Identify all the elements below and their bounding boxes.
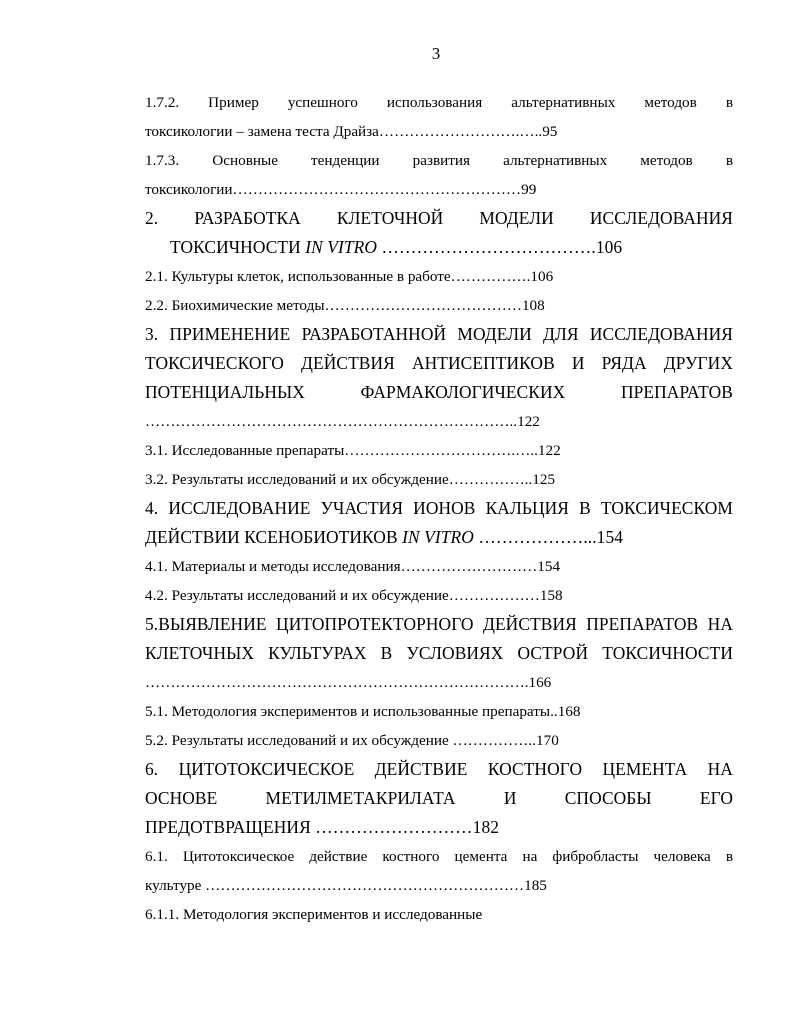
toc-chapter-4-cont: ДЕЙСТВИИ КСЕНОБИОТИКОВ IN VITRO ………………...154	[145, 527, 624, 547]
toc-entry-2-1: 2.1. Культуры клеток, использованные в работе…………….106	[145, 268, 554, 285]
toc-chapter-5: 5.ВЫЯВЛЕНИЕ ЦИТОПРОТЕКТОРНОГО ДЕЙСТВИЯ ПРЕПАРАТОВ НА	[145, 614, 733, 634]
toc-entry-5-2: 5.2. Результаты исследований и их обсуждение ……………..170	[145, 732, 559, 749]
toc-chapter-5-cont: КЛЕТОЧНЫХ КУЛЬТУРАХ В УСЛОВИЯХ ОСТРОЙ ТОКСИЧНОСТИ	[145, 643, 733, 663]
toc-entry-2-2: 2.2. Биохимические методы…………………………………108	[145, 297, 545, 314]
toc-entry-4-2: 4.2. Результаты исследований и их обсуждение………………158	[145, 587, 563, 604]
toc-chapter-3-cont-2: ПОТЕНЦИАЛЬНЫХ ФАРМАКОЛОГИЧЕСКИХ ПРЕПАРАТОВ	[145, 382, 733, 402]
toc-entry-1-7-3-cont: токсикологии…………………………………………………99	[145, 181, 537, 198]
toc-entry-4-1: 4.1. Материалы и методы исследования………………………154	[145, 558, 561, 575]
toc-entry-6-1: 6.1. Цитотоксическое действие костного цемента на фибробласты человека в	[145, 848, 733, 865]
toc-entry-3-1: 3.1. Исследованные препараты…………………………….…..122	[145, 442, 561, 459]
toc-chapter-6-cont-1: ОСНОВЕ МЕТИЛМЕТАКРИЛАТА И СПОСОБЫ ЕГО	[145, 788, 733, 808]
toc-chapter-6: 6. ЦИТОТОКСИЧЕСКОЕ ДЕЙСТВИЕ КОСТНОГО ЦЕМЕНТА НА	[145, 759, 733, 779]
toc-entry-1-7-2-cont: токсикологии – замена теста Драйза……………………….…..95	[145, 123, 558, 140]
toc-entry-1-7-2: 1.7.2. Пример успешного использования альтернативных методов в	[145, 94, 733, 111]
toc-entry-6-1-cont: культуре ………………………………………………………185	[145, 877, 547, 894]
toc-chapter-2: 2. РАЗРАБОТКА КЛЕТОЧНОЙ МОДЕЛИ ИССЛЕДОВАНИЯ	[145, 208, 733, 228]
toc-entry-6-1-1: 6.1.1. Методология экспериментов и исследованные	[145, 906, 483, 923]
toc-chapter-6-cont-2: ПРЕДОТВРАЩЕНИЯ ………………………182	[145, 817, 500, 837]
toc-entry-3-2: 3.2. Результаты исследований и их обсуждение……………..125	[145, 471, 556, 488]
table-of-contents	[145, 88, 733, 929]
toc-chapter-3: 3. ПРИМЕНЕНИЕ РАЗРАБОТАННОЙ МОДЕЛИ ДЛЯ ИССЛЕДОВАНИЯ	[145, 324, 733, 344]
toc-chapter-3-cont-1: ТОКСИЧЕСКОГО ДЕЙСТВИЯ АНТИСЕПТИКОВ И РЯДА ДРУГИХ	[145, 353, 733, 373]
toc-entry-5-1: 5.1. Методология экспериментов и использованные препараты..168	[145, 703, 581, 720]
toc-chapter-2-cont: ТОКСИЧНОСТИ IN VITRO ……………………………….106	[170, 237, 623, 257]
toc-chapter-3-page: ………………………………………………………………..122	[145, 413, 540, 430]
page-number: 3	[431, 44, 441, 63]
toc-chapter-4: 4. ИССЛЕДОВАНИЕ УЧАСТИЯ ИОНОВ КАЛЬЦИЯ В ТОКСИЧЕСКОМ	[145, 498, 733, 518]
toc-entry-1-7-3: 1.7.3. Основные тенденции развития альтернативных методов в	[145, 152, 733, 169]
toc-chapter-5-page: ………………………………………………………………….166	[145, 674, 552, 691]
